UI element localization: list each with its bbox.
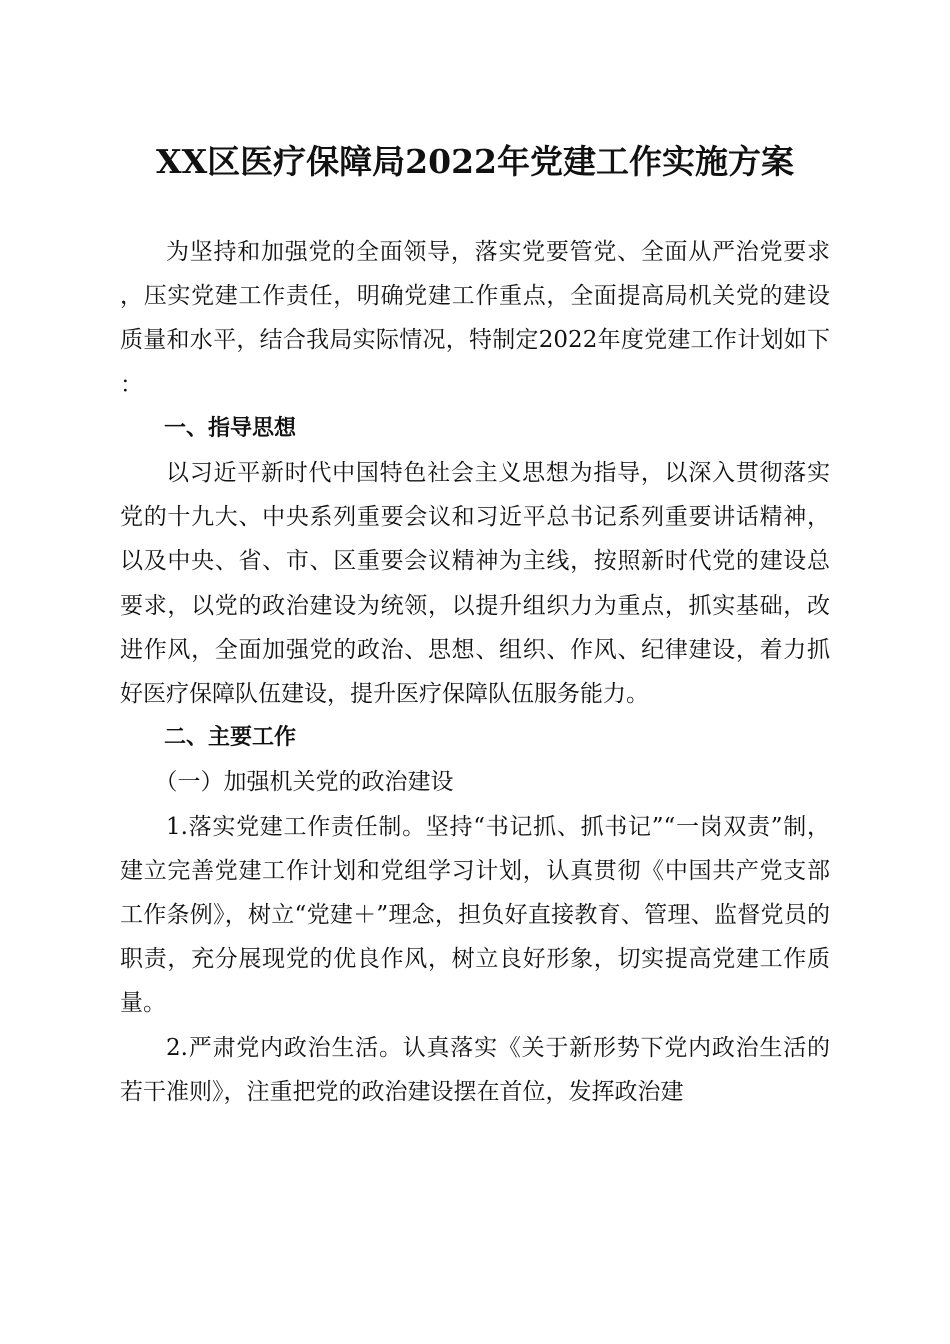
subsection-heading-political-building: （一）加强机关党的政治建设 bbox=[154, 769, 454, 796]
section-heading-main-work: 二、主要工作 bbox=[164, 725, 297, 751]
guiding-ideology-paragraph: 以习近平新时代中国特色社会主义思想为指导，以深入贯彻落实党的十九大、中央系列重要会议和习近平总书记系列重要讲话精神，以及中央、省、市、区重要会议精神为主线，按照新时代党的建设总要求，以党的政治建设为统领，以提升组织力为重点，抓实基础，改进作风，全面加强党的政治、思想、组织、作风、纪律建设，着力抓好医疗保障队伍建设，提升医疗保障队伍服务能力。 bbox=[120, 460, 830, 708]
document-title: XX区医疗保障局2022年党建工作实施方案 bbox=[155, 142, 795, 181]
item-paragraph-responsibility-system: 1.落实党建工作责任制。坚持“书记抓、抓书记”“一岗双责”制，建立完善党建工作计划和党组学习计划，认真贯彻《中国共产党支部工作条例》，树立“党建＋”理念，担负好直接教育、管理、监督党员的职责，充分展现党的优良作风，树立良好形象，切实提高党建工作质量。 bbox=[120, 813, 830, 1017]
section-heading-guiding-ideology: 一、指导思想 bbox=[164, 415, 297, 441]
intro-paragraph: 为坚持和加强党的全面领导，落实党要管党、全面从严治党要求，压实党建工作责任，明确党建工作重点，全面提高局机关党的建设质量和水平，结合我局实际情况，特制定2022年度党建工作计划如下： bbox=[120, 239, 830, 398]
document-body bbox=[120, 230, 830, 1114]
item-paragraph-political-life: 2.严肃党内政治生活。认真落实《关于新形势下党内政治生活的若干准则》，注重把党的政治建设摆在首位，发挥政治建 bbox=[120, 1034, 830, 1105]
